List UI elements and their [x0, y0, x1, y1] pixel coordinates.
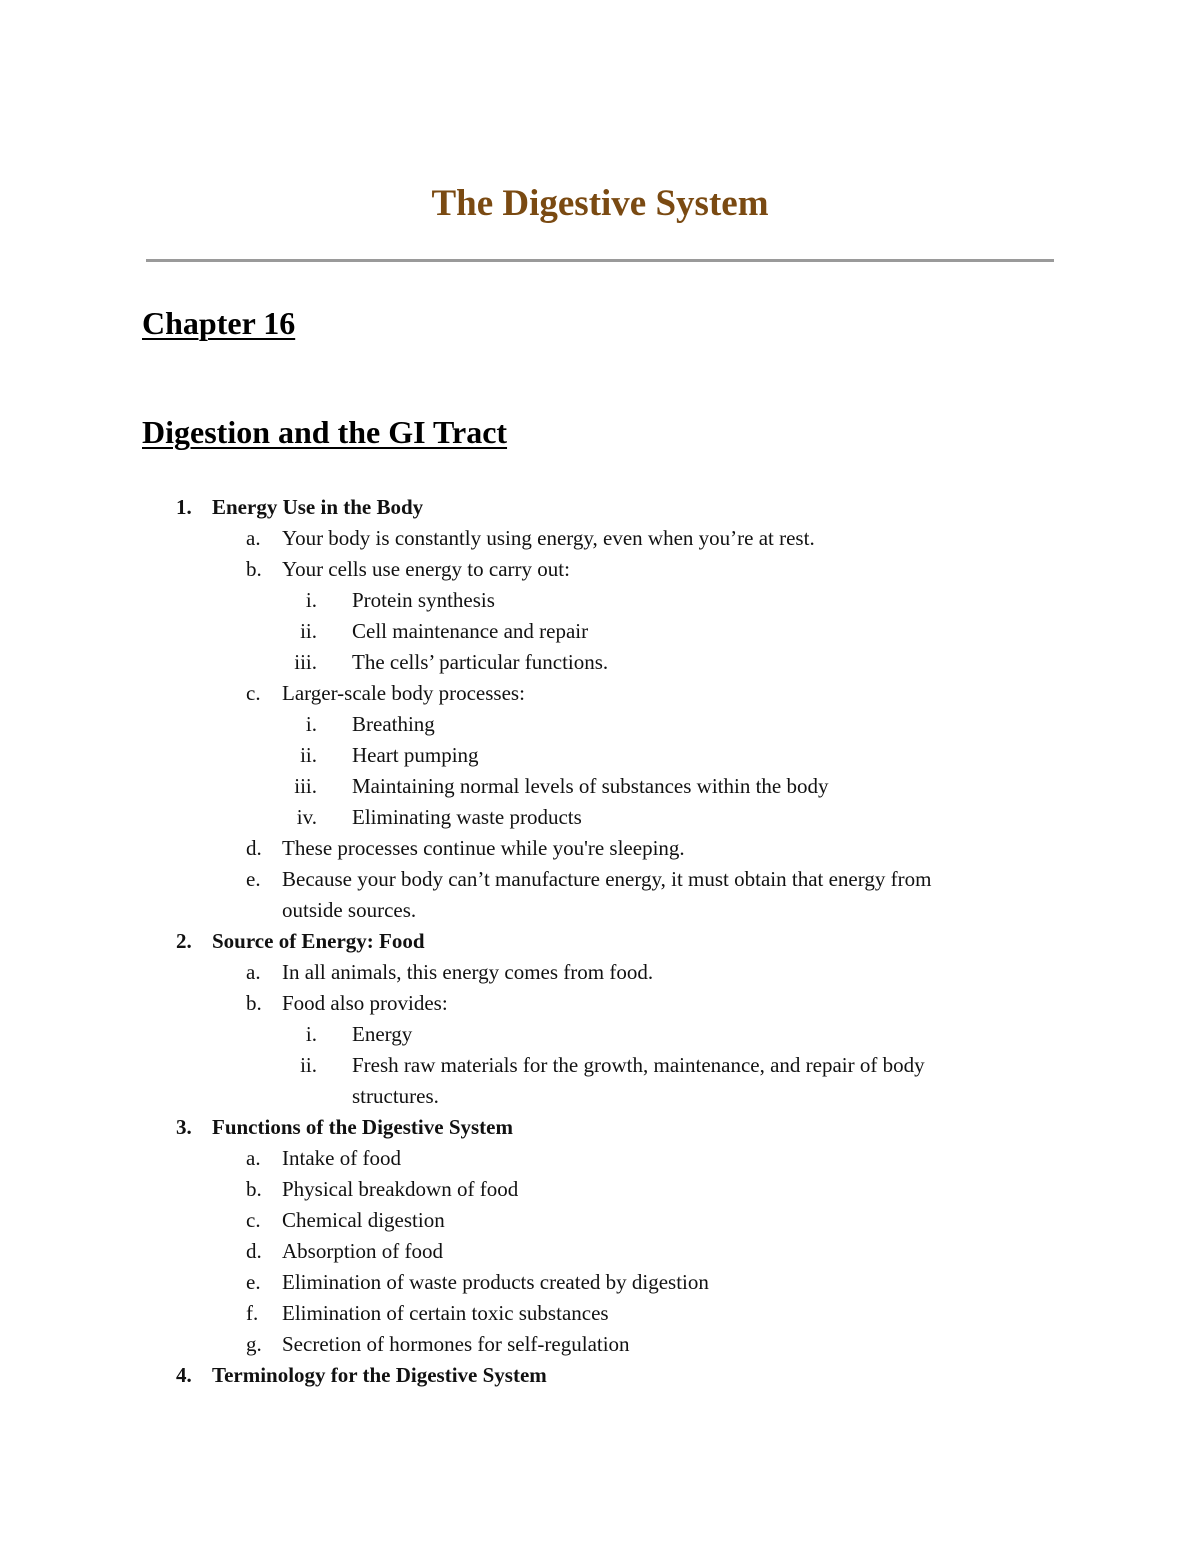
list-marker: c.: [246, 681, 261, 705]
outline-subitem: [0, 1236, 1200, 1267]
list-marker: ii.: [300, 1053, 317, 1077]
list-item-text: Food also provides:: [282, 991, 448, 1015]
list-item-text: Physical breakdown of food: [282, 1177, 519, 1201]
outline-subitem: [0, 833, 1200, 864]
list-marker: 2.: [176, 929, 192, 953]
outline-subitem: [0, 1205, 1200, 1236]
list-marker: iii.: [294, 774, 317, 798]
list-item-text: outside sources.: [282, 898, 417, 922]
outline-subitem: [0, 864, 1200, 895]
list-marker: a.: [246, 526, 261, 550]
list-marker: b.: [246, 991, 262, 1015]
list-item-text: Eliminating waste products: [352, 805, 582, 829]
page-title: The Digestive System: [431, 183, 769, 224]
list-marker: i.: [305, 712, 317, 736]
chapter-heading: Chapter 16: [142, 305, 296, 341]
outline-subitem: [0, 678, 1200, 709]
list-item-text: Your cells use energy to carry out:: [282, 557, 570, 581]
list-marker: d.: [246, 836, 262, 860]
outline-heading-item: [0, 1360, 1200, 1391]
list-item-text: Energy: [352, 1022, 413, 1046]
list-item-text: structures.: [352, 1084, 439, 1108]
list-marker: 3.: [176, 1115, 192, 1139]
list-item-text: Secretion of hormones for self-regulation: [282, 1332, 630, 1356]
list-item-text: Functions of the Digestive System: [212, 1115, 513, 1139]
list-item-text: Because your body can’t manufacture energy, it must obtain that energy from: [282, 867, 932, 891]
outline-subsubitem: [0, 802, 1200, 833]
list-marker: e.: [246, 1270, 261, 1294]
list-marker: b.: [246, 557, 262, 581]
outline-subsubitem: [0, 1050, 1200, 1081]
outline-heading-item: [0, 926, 1200, 957]
list-item-text: Elimination of waste products created by digestion: [282, 1270, 709, 1294]
outline-subitem: [0, 1329, 1200, 1360]
outline-subitem: [0, 1143, 1200, 1174]
outline-subitem: [0, 1174, 1200, 1205]
list-marker: ii.: [300, 743, 317, 767]
list-item-text: Terminology for the Digestive System: [212, 1363, 547, 1387]
list-item-text: Your body is constantly using energy, even when you’re at rest.: [282, 526, 815, 550]
list-item-text: Heart pumping: [352, 743, 479, 767]
list-item-text: Cell maintenance and repair: [352, 619, 589, 643]
title-divider: [146, 259, 1054, 262]
outline-subitem: [0, 895, 1200, 926]
outline-subitem: [0, 988, 1200, 1019]
list-marker: iii.: [294, 650, 317, 674]
list-marker: b.: [246, 1177, 262, 1201]
list-item-text: Elimination of certain toxic substances: [282, 1301, 609, 1325]
list-marker: f.: [246, 1301, 259, 1325]
list-marker: g.: [246, 1332, 262, 1356]
list-item-text: Larger-scale body processes:: [282, 681, 525, 705]
list-marker: ii.: [300, 619, 317, 643]
list-item-text: Chemical digestion: [282, 1208, 445, 1232]
outline-subsubitem: [0, 647, 1200, 678]
list-marker: a.: [246, 1146, 261, 1170]
list-marker: c.: [246, 1208, 261, 1232]
list-item-text: Breathing: [352, 712, 435, 736]
list-marker: d.: [246, 1239, 262, 1263]
list-item-text: The cells’ particular functions.: [352, 650, 609, 674]
list-marker: a.: [246, 960, 261, 984]
list-item-text: Protein synthesis: [352, 588, 495, 612]
outline-list: [0, 492, 1200, 1391]
outline-subsubitem: [0, 585, 1200, 616]
list-item-text: Fresh raw materials for the growth, maintenance, and repair of body: [352, 1053, 925, 1077]
list-item-text: Intake of food: [282, 1146, 401, 1170]
list-marker: i.: [305, 588, 317, 612]
outline-subitem: [0, 554, 1200, 585]
outline-subsubitem: [0, 616, 1200, 647]
list-marker: 4.: [176, 1363, 192, 1387]
outline-subsubitem: [0, 1019, 1200, 1050]
outline-heading-item: [0, 1112, 1200, 1143]
list-item-text: Maintaining normal levels of substances within the body: [352, 774, 829, 798]
section-heading: Digestion and the GI Tract: [142, 414, 508, 450]
outline-subitem: [0, 523, 1200, 554]
list-marker: 1.: [176, 495, 192, 519]
list-marker: e.: [246, 867, 261, 891]
outline-heading-item: [0, 492, 1200, 523]
outline-subsubitem: [0, 771, 1200, 802]
list-item-text: Source of Energy: Food: [212, 929, 425, 953]
list-item-text: Absorption of food: [282, 1239, 443, 1263]
list-marker: i.: [305, 1022, 317, 1046]
outline-subitem: [0, 1298, 1200, 1329]
list-item-text: These processes continue while you're sleeping.: [282, 836, 685, 860]
outline-subsubitem: [0, 709, 1200, 740]
outline-subsubitem: [0, 1081, 1200, 1112]
list-item-text: Energy Use in the Body: [212, 495, 424, 519]
list-marker: iv.: [296, 805, 317, 829]
outline-subitem: [0, 1267, 1200, 1298]
outline-subitem: [0, 957, 1200, 988]
list-item-text: In all animals, this energy comes from food.: [282, 960, 654, 984]
outline-subsubitem: [0, 740, 1200, 771]
